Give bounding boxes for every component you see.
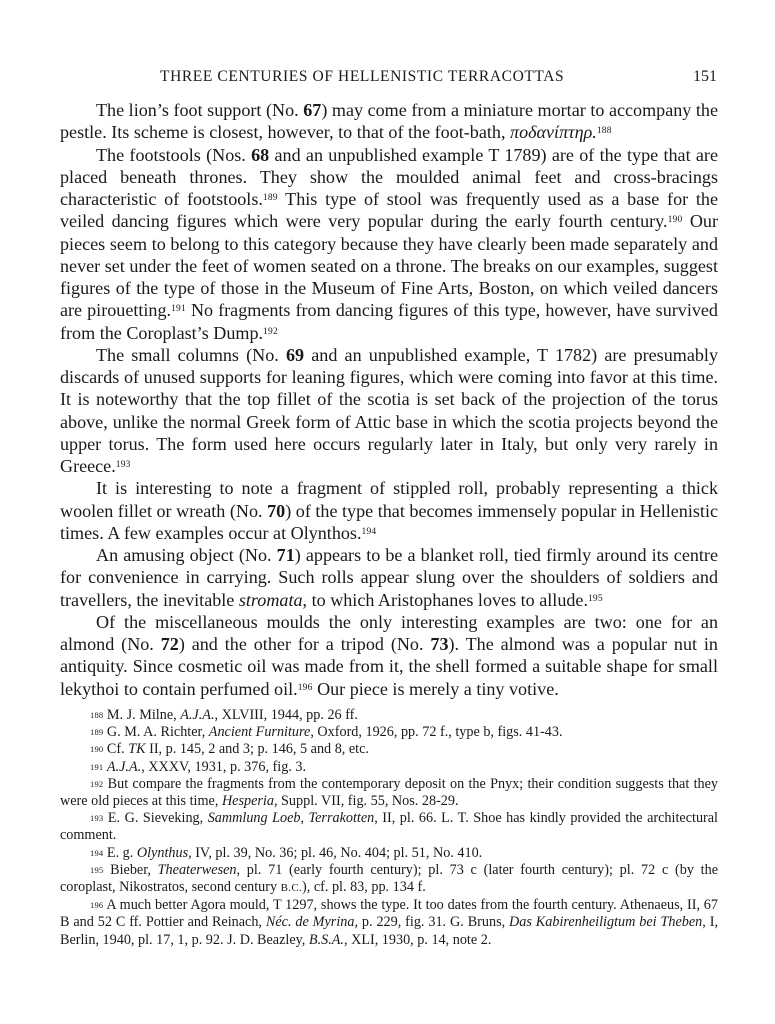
footnote-number: 194	[90, 847, 104, 858]
paragraph-stippled-roll: It is interesting to note a fragment of stippled roll, probably representing a thick woolen fillet or wreath (No. 70) of the type that becomes immensely popular in Hellenistic times. A few examples occur at Olynthos.$^{194}$	[60, 478, 718, 543]
footnote-189: $^{189}$ G. M. A. Richter, Ancient Furniture, Oxford, 1926, pp. 72 f., type b, figs. 41-43.	[90, 724, 563, 741]
footnote-ref: 195	[587, 593, 603, 604]
paragraph-blanket-roll: An amusing object (No. 71) appears to be a blanket roll, tied firmly around its centre for convenience in carrying. Such rolls appear slung over the shoulders of soldiers and travellers, the inevitable stromata, to which Aristophanes loves to allude.$^{195}$	[60, 545, 718, 610]
paragraph-small-columns: The small columns (No. 69 and an unpublished example, T 1782) are presumably discards of unused supports for leaning figures, which were coming into favor at this time. It is noteworthy that the top fillet of the scotia is set back of the projection of the torus above, unlike the normal Greek form of Attic base in which the scotia projects beyond the upper torus. The form used here occurs regularly later in Italy, but only very rarely in Greece.$^{193}$	[60, 344, 718, 476]
item-number: 68	[251, 144, 270, 165]
footnote-ref: 192	[263, 326, 278, 337]
footnote-number: 195	[90, 864, 104, 875]
footnote-number: 193	[90, 813, 104, 824]
running-title: THREE CENTURIES OF HELLENISTIC TERRACOTTAS	[160, 68, 565, 85]
main-text	[60, 99, 718, 700]
footnote-195: $^{195}$ Bieber, Theaterwesen, pl. 71 (early fourth century); pl. 73 c (later fourth century); pl. 72 c (by the coroplast, Nikostratos, second century B.C.), cf. pl. 83, pp. 134 f.	[60, 861, 719, 896]
paragraph-footstools: The footstools (Nos. 68 and an unpublished example T 1789) are of the type that are placed beneath thrones. They show the moulded animal feet and cross-bracings characteristic of footstools.$^{189}$ This type of stool was frequently used as a base for the veiled dancing figures which were very popular during the early fourth century.$^{190}$ Our pieces seem to belong to this category because they have clearly been made separately and never set under the feet of women seated on a throne. The breaks on our examples, suggest figures of the type of those in the Museum of Fine Arts, Boston, on which veiled dancers are pirouetting.$^{191}$ No fragments from dancing figures of this type, however, have survived from the Coroplast’s Dump.$^{192}$	[60, 144, 718, 343]
footnote-190: $^{190}$ Cf. TK II, p. 145, 2 and 3; p. 146, 5 and 8, etc.	[90, 741, 369, 758]
page-number: 151	[693, 68, 717, 85]
item-number: 72	[160, 634, 179, 654]
item-number: 70	[267, 500, 286, 521]
running-header	[60, 68, 717, 88]
footnote-ref: 193	[115, 460, 131, 470]
item-number: 73	[430, 634, 449, 654]
footnote-ref: 191	[171, 304, 186, 315]
footnote-number: 190	[90, 744, 104, 755]
greek-term: ποδανίπτηρ.	[510, 122, 597, 143]
footnote-191: $^{191}$ A.J.A., XXXV, 1931, p. 376, fig. 3.	[90, 758, 307, 775]
paragraph-moulds: Of the miscellaneous moulds the only interesting examples are two: one for an almond (No. 72) and the other for a tripod (No. 73). The almond was a popular nut in antiquity. Since cosmetic oil was made from it, the shell formed a suitable shape for small lekythoi to contain perfumed oil.$^{196}$ Our piece is merely a tiny votive.	[60, 611, 718, 699]
item-number: 71	[276, 545, 295, 565]
footnote-194: $^{194}$ E. g. Olynthus, IV, pl. 39, No. 36; pl. 46, No. 404; pl. 51, No. 410.	[90, 844, 483, 861]
footnote-number: 188	[90, 710, 104, 720]
footnote-number: 192	[90, 778, 104, 789]
item-number: 67	[303, 100, 322, 120]
footnote-ref: 190	[667, 215, 683, 226]
footnote-196: $^{196}$ A much better Agora mould, T 1297, shows the type. It too dates from the fourth century. Athenaeus, II, 67 B and 52 C ff. Pottier and Reinach, Néc. de Myrina, p. 229, fig. 31. G. Bruns, Das Kabirenheiligtum bei Theben, I, Berlin, 1940, pl. 17, 1, p. 92. J. D. Beazley, B.S.A., XLI, 1930, p. 14, note 2.	[60, 897, 718, 948]
footnote-number: 189	[90, 727, 104, 738]
footnote-ref: 194	[361, 526, 377, 537]
footnote-ref: 196	[297, 682, 313, 693]
footnote-188: $^{188}$ M. J. Milne, A.J.A., XLVIII, 1944, pp. 26 ff.	[90, 707, 358, 723]
footnote-ref: 188	[596, 126, 612, 137]
footnotes	[60, 707, 718, 949]
footnote-ref: 189	[262, 193, 278, 203]
item-number: 69	[285, 344, 305, 365]
paragraph-lion-foot: The lion’s foot support (No. 67) may come from a miniature mortar to accompany the pestle. Its scheme is closest, however, to that of the foot-bath, ποδανίπτηρ.$^{188}$	[60, 100, 718, 143]
italic-term: stromata	[238, 589, 303, 610]
footnote-192: $^{192}$ But compare the fragments from the contemporary deposit on the Pnyx; their condition suggests that they were old pieces at this time, Hesperia, Suppl. VII, fig. 55, Nos. 28-29.	[60, 775, 718, 810]
footnote-number: 191	[90, 761, 104, 772]
footnote-number: 196	[90, 900, 104, 911]
footnote-193: $^{193}$ E. G. Sieveking, Sammlung Loeb, Terrakotten, II, pl. 66. L. T. Shoe has kindly provided the architectural comment.	[60, 810, 719, 844]
